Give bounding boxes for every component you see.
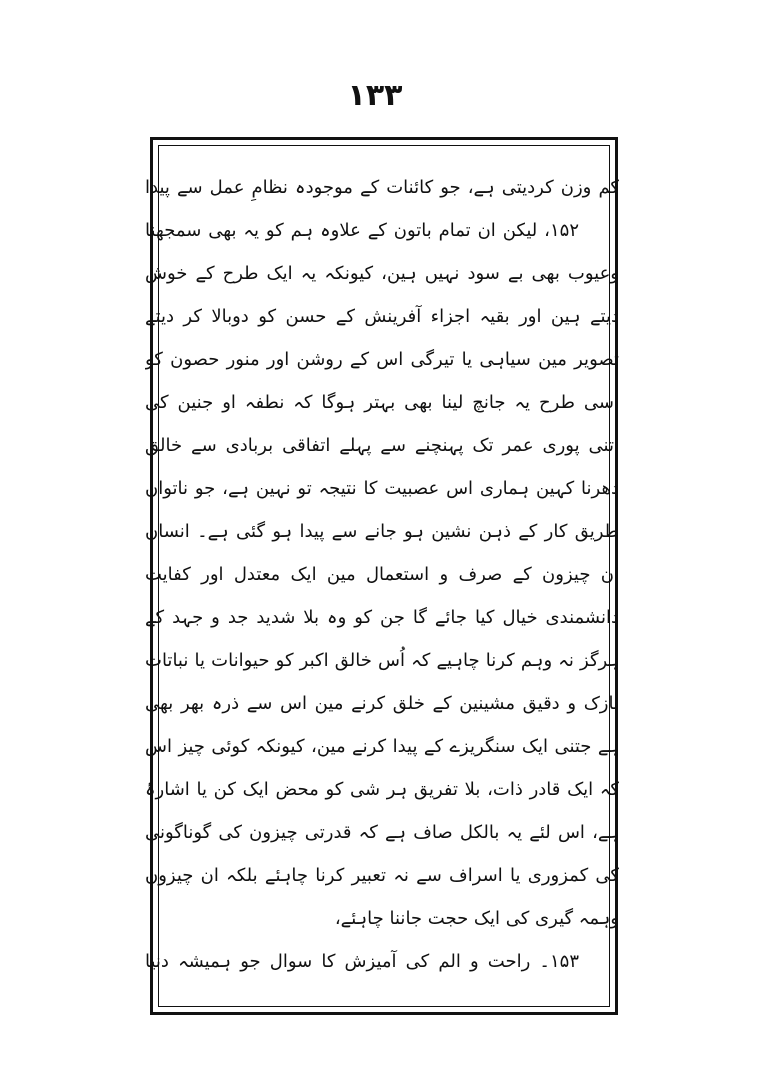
text-line: ہے، اس لئے یہ بالکل صاف ہے کہ قدرتی چیزون کی گوناگونی <box>145 822 619 843</box>
text-line: اتنی پوری عمر تک پہنچنے سے پہلے اتفاقی بربادی سے خالق <box>145 435 619 456</box>
text-line: ہے جتنی ایک سنگریزے کے پیدا کرنے مین، کیونکہ کوئی چیز اس <box>145 736 619 757</box>
paragraph-153-start: ۱۵۳۔ راحت و الم کی آمیزش کا سوال جو ہمیشہ دنیا <box>145 951 579 972</box>
page-number: ۱۳۳ <box>347 78 403 113</box>
paragraph-152-start: ۱۵۲، لیکن ان تمام باتون کے علاوہ ہم کو یہ بھی سمجھنا <box>145 220 579 241</box>
text-line: وعیوب بھی بے سود نہیں ہین، کیونکہ یہ ایک طرح کے خوش <box>145 263 619 284</box>
text-line: طریق کار کے ذہن نشین ہو جانے سے پیدا ہو گئی ہے۔ انسان <box>145 521 619 542</box>
text-line: دیتے ہین اور بقیہ اجزاء آفرینش کے حسن کو دوبالا کر دیتے <box>145 306 619 327</box>
text-line: اسی طرح یہ جانچ لینا بھی بہتر ہوگا کہ نطفہ او جنین کی <box>145 392 619 413</box>
text-line: وہمہ گیری کی ایک حجت جاننا چاہئے، <box>334 908 619 929</box>
text-line: کی کمزوری یا اسراف سے نہ تعبیر کرنا چاہئے بلکہ ان چیزون <box>145 865 619 886</box>
text-line: تصویر مین سیاہی یا تیرگی اس کے روشن اور منور حصون کو <box>145 349 619 370</box>
text-line: نازک و دقیق مشینین کے خلق کرنے مین اس سے ذرہ بھر بھی <box>145 693 619 714</box>
text-line: دھرنا کہین ہماری اس عصبیت کا نتیجہ تو نہین ہے، جو ناتوان <box>145 478 619 499</box>
text-line: کہ ایک قادر ذات، بلا تفریق ہر شی کو محض ایک کن یا اشارۂ <box>145 779 619 800</box>
text-line: کم وزن کردیتی ہے، جو کائنات کے موجودہ نظامِ عمل سے پیدا <box>145 177 619 198</box>
text-line: ان چیزون کے صرف و استعمال مین ایک معتدل اور کفایت <box>145 564 619 585</box>
text-frame <box>145 137 619 1015</box>
text-line: دانشمندی خیال کیا جائے گا جن کو وہ بلا شدید جد و جہد کے <box>145 607 619 628</box>
body-text <box>145 166 619 983</box>
text-line: ہرگز نہ وہم کرنا چاہیے کہ اُس خالق اکبر کو حیوانات یا نباتات <box>145 650 619 671</box>
